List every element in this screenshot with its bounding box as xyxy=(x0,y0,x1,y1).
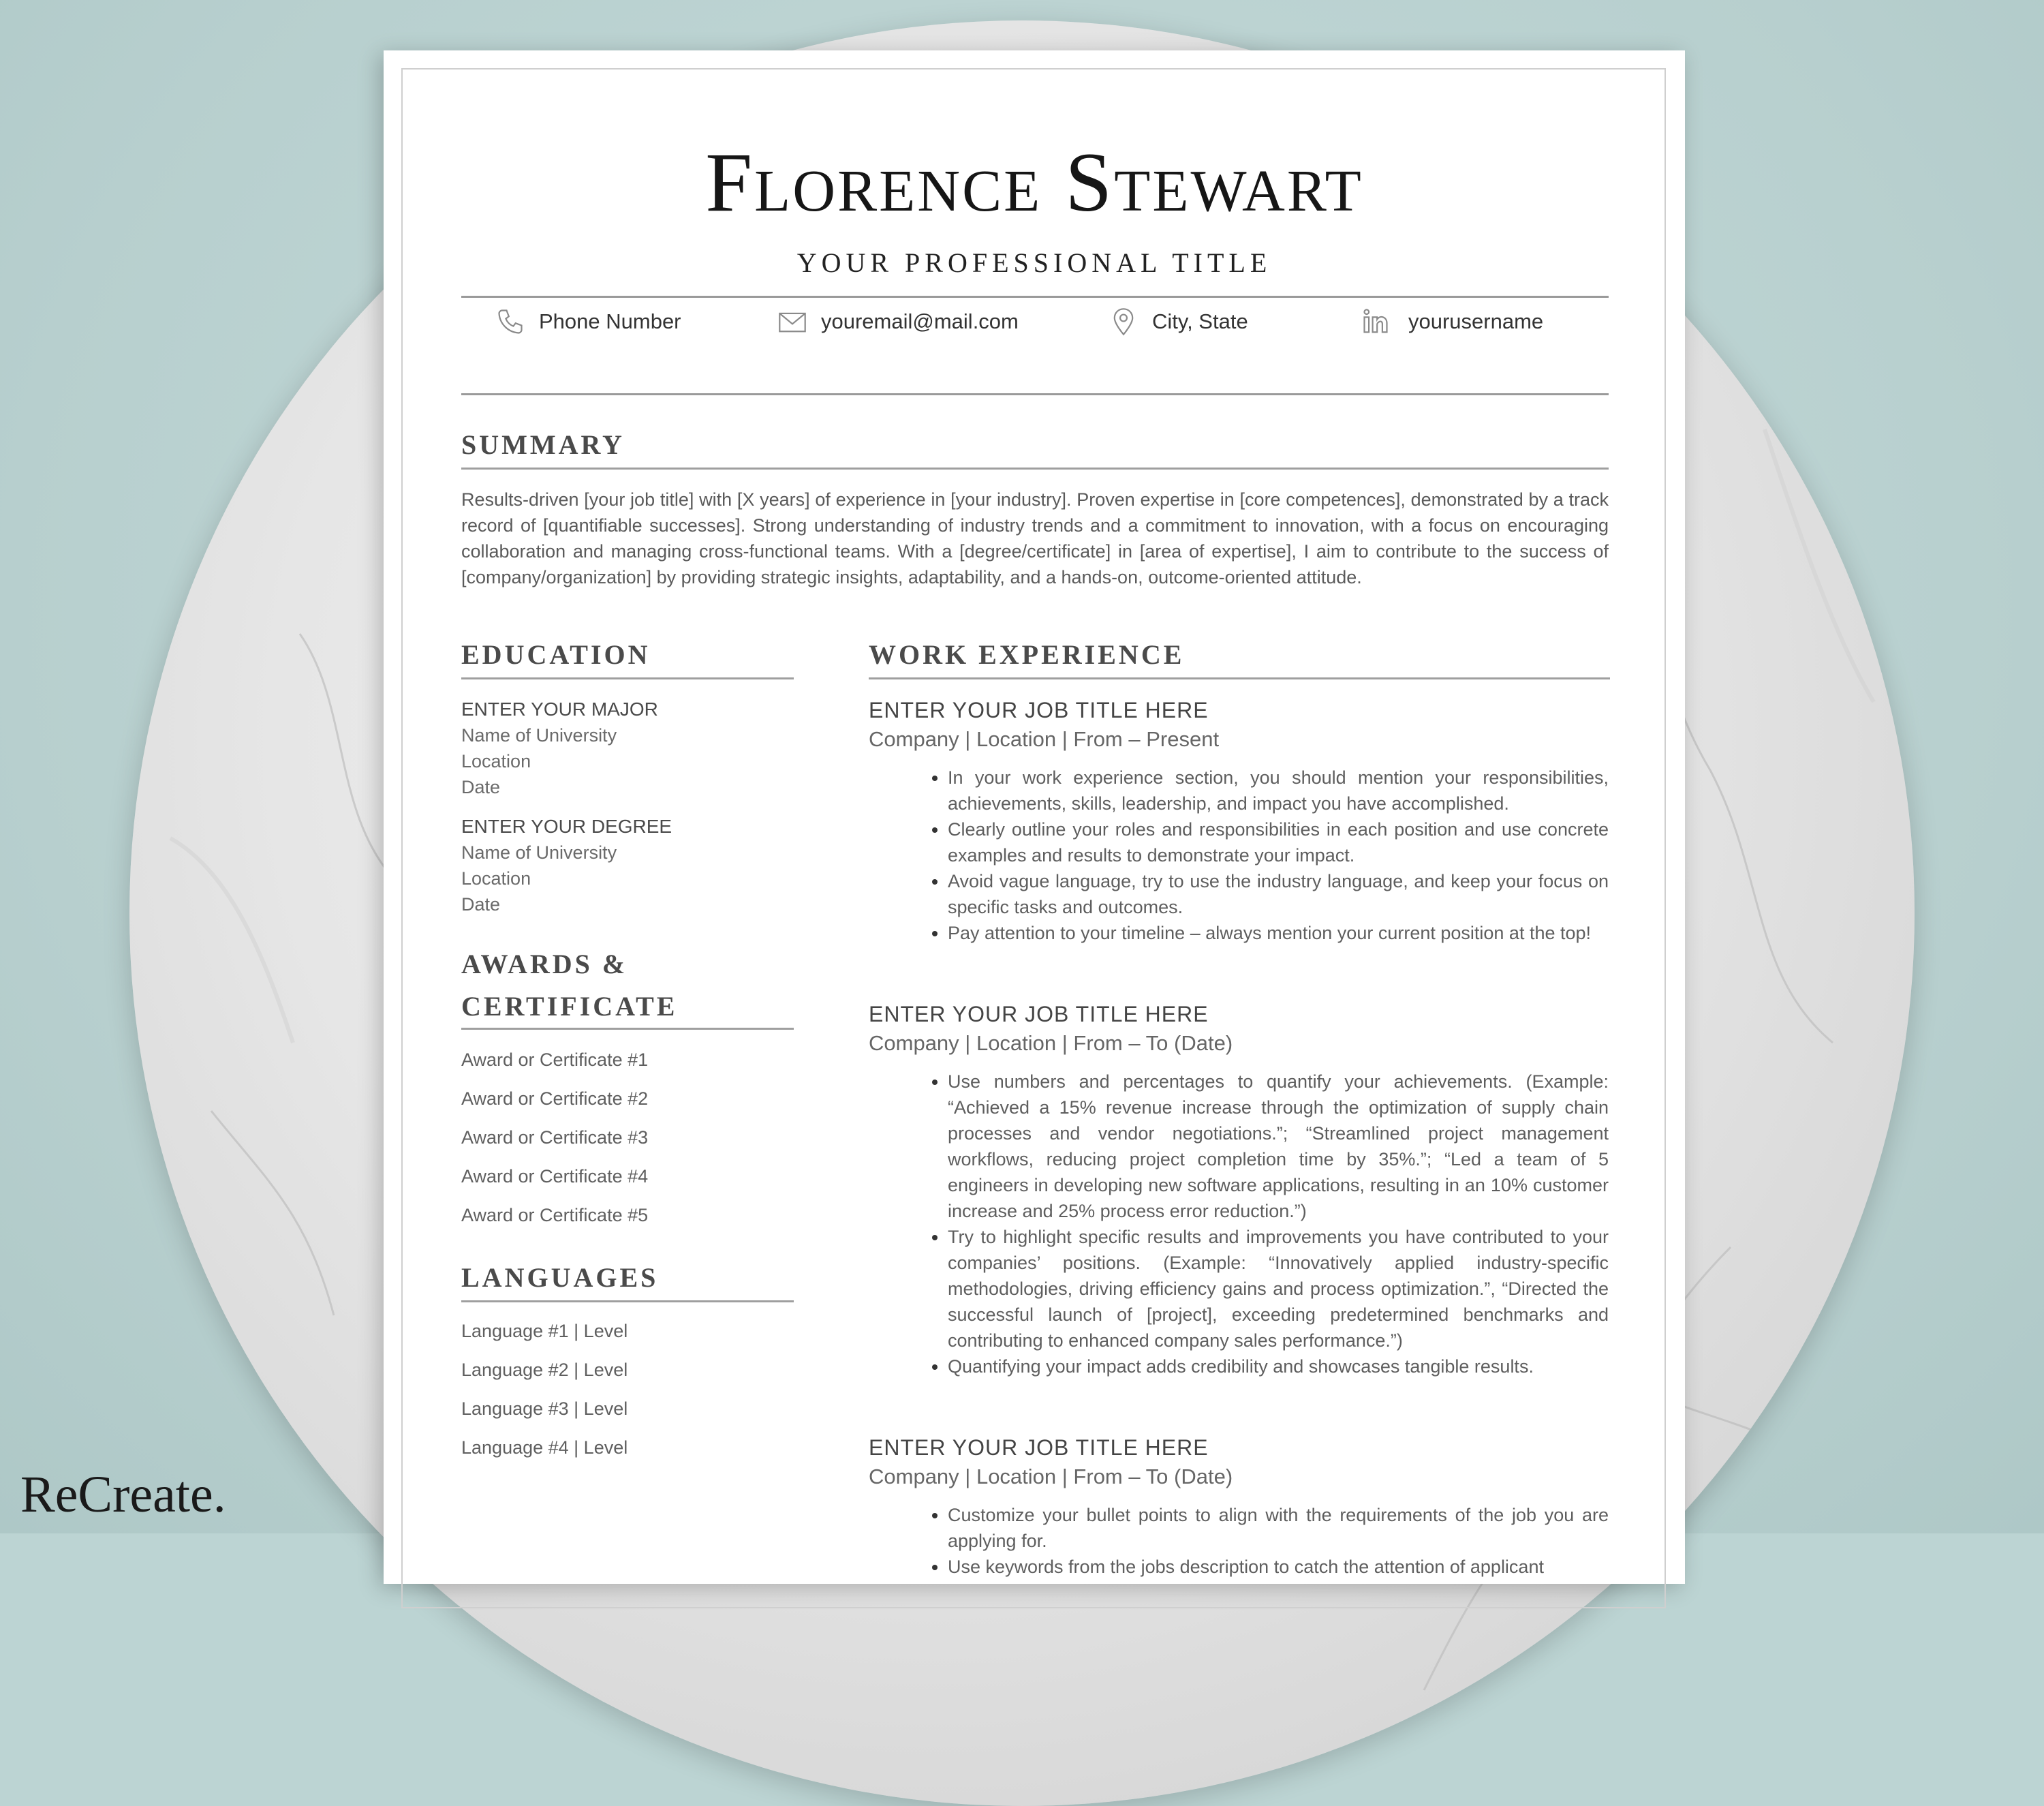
job-entry xyxy=(869,1433,1609,1580)
education-entry xyxy=(461,697,794,800)
job-subtitle: Company | Location | From – To (Date) xyxy=(869,1031,1233,1055)
education-entry xyxy=(461,814,794,917)
contact-linkedin xyxy=(1361,298,1543,346)
education-location: Location xyxy=(461,751,531,771)
linkedin-icon xyxy=(1361,307,1391,337)
contact-location xyxy=(1109,298,1248,346)
languages-heading: LANGUAGES xyxy=(461,1262,659,1293)
job-subtitle: Company | Location | From – To (Date) xyxy=(869,1465,1233,1488)
education-date: Date xyxy=(461,894,501,915)
language-item: Language #1 | Level xyxy=(461,1321,628,1341)
education-list xyxy=(461,697,794,917)
job-title: ENTER YOUR JOB TITLE HERE xyxy=(869,1435,1209,1460)
education-location: Location xyxy=(461,868,531,889)
award-item: Award or Certificate #5 xyxy=(461,1205,649,1225)
award-item: Award or Certificate #4 xyxy=(461,1166,649,1187)
job-bullet: • Avoid vague language, try to use the industry language, and keep your focus on specific tasks and outcomes. xyxy=(948,868,1609,920)
resume-page xyxy=(384,50,1685,1584)
job-title: ENTER YOUR JOB TITLE HERE xyxy=(869,1002,1209,1026)
job-bullet: • Use numbers and percentages to quantify your achievements. (Example: “Achieved a 15% revenue increase through the optimization of supply chain processes and vendor negotiations.”; “Streamlined project management workflows, reducing project completion time by 35%.”; “Led a team of 5 engineers in developing new software applications, resulting in an 10% customer increase and 25% process error reduction.”) xyxy=(948,1069,1609,1224)
award-item: Award or Certificate #3 xyxy=(461,1127,649,1148)
award-item: Award or Certificate #2 xyxy=(461,1088,649,1109)
job-bullet: • Customize your bullet points to align with the requirements of the job you are applying for. xyxy=(948,1502,1609,1554)
brand-logo: ReCreate. xyxy=(20,1466,226,1523)
contact-phone xyxy=(495,298,681,346)
summary-rule xyxy=(461,468,1609,470)
job-title: ENTER YOUR JOB TITLE HERE xyxy=(869,698,1209,722)
education-heading: EDUCATION xyxy=(461,639,651,670)
awards-heading-line2: CERTIFICATE xyxy=(461,991,678,1022)
job-bullet: • Try to highlight specific results and improvements you have contributed to your companies’ positions. (Example: “Innovatively applied industry-specific methodologies, driving efficiency gains and process optimization.”, “Directed the successful launch of [project], exceeding predetermined benchmarks and contributing to enhanced company sales performance.”) xyxy=(948,1224,1609,1353)
work-rule xyxy=(869,677,1610,679)
languages-list xyxy=(461,1318,794,1473)
language-item: Language #2 | Level xyxy=(461,1360,628,1380)
education-school: Name of University xyxy=(461,842,617,863)
location-pin-icon xyxy=(1109,307,1139,337)
job-bullets xyxy=(869,1069,1609,1379)
language-item: Language #3 | Level xyxy=(461,1398,628,1419)
awards-rule xyxy=(461,1028,794,1030)
education-date: Date xyxy=(461,777,501,797)
job-entry xyxy=(869,695,1609,946)
contact-bar xyxy=(461,296,1609,395)
summary-text: Results-driven [your job title] with [X years] of experience in [your industry]. Proven expertise in [core competences], demonstrated by a track record of [quantifiable successes]. Strong understanding of industry trends and a commitment to innovation, with a focus on encouraging collaboration and managing cross-functional teams. With a [degree/certificate] in [area of expertise], I aim to contribute to the success of [company/organization] by providing strategic insights, adaptability, and a hands-on, outcome-oriented attitude. xyxy=(461,489,1609,587)
location-text: City, State xyxy=(1152,309,1248,333)
summary-heading: SUMMARY xyxy=(461,429,625,460)
professional-title: YOUR PROFESSIONAL TITLE xyxy=(796,247,1272,278)
job-bullet: • Quantifying your impact adds credibility and showcases tangible results. xyxy=(948,1353,1609,1379)
contact-email xyxy=(777,298,1019,346)
award-item: Award or Certificate #1 xyxy=(461,1050,649,1070)
awards-heading-line1: AWARDS & xyxy=(461,949,628,979)
job-entry xyxy=(869,999,1609,1379)
envelope-icon xyxy=(777,307,807,337)
job-bullets xyxy=(869,1502,1609,1580)
education-degree: ENTER YOUR DEGREE xyxy=(461,816,672,837)
awards-heading xyxy=(461,943,677,1028)
phone-icon xyxy=(495,307,525,337)
education-rule xyxy=(461,677,794,679)
candidate-name: Florence Stewart xyxy=(705,136,1363,229)
job-bullet: • In your work experience section, you should mention your responsibilities, achievements, skills, leadership, and impact you have accomplished. xyxy=(948,765,1609,816)
job-bullets xyxy=(869,765,1609,946)
job-bullet: • Use keywords from the jobs description to catch the attention of applicant xyxy=(948,1554,1609,1580)
awards-list xyxy=(461,1047,794,1241)
education-school: Name of University xyxy=(461,725,617,746)
language-item: Language #4 | Level xyxy=(461,1437,628,1458)
email-text: youremail@mail.com xyxy=(821,309,1019,333)
linkedin-text: yourusername xyxy=(1408,309,1544,333)
work-heading: WORK EXPERIENCE xyxy=(869,639,1185,670)
job-subtitle: Company | Location | From – Present xyxy=(869,727,1220,751)
education-degree: ENTER YOUR MAJOR xyxy=(461,699,658,720)
languages-rule xyxy=(461,1300,794,1302)
job-bullet: • Clearly outline your roles and responsibilities in each position and use concrete examples and results to demonstrate your impact. xyxy=(948,816,1609,868)
phone-text: Phone Number xyxy=(539,309,681,333)
job-bullet: • Pay attention to your timeline – always mention your current position at the top! xyxy=(948,920,1609,946)
